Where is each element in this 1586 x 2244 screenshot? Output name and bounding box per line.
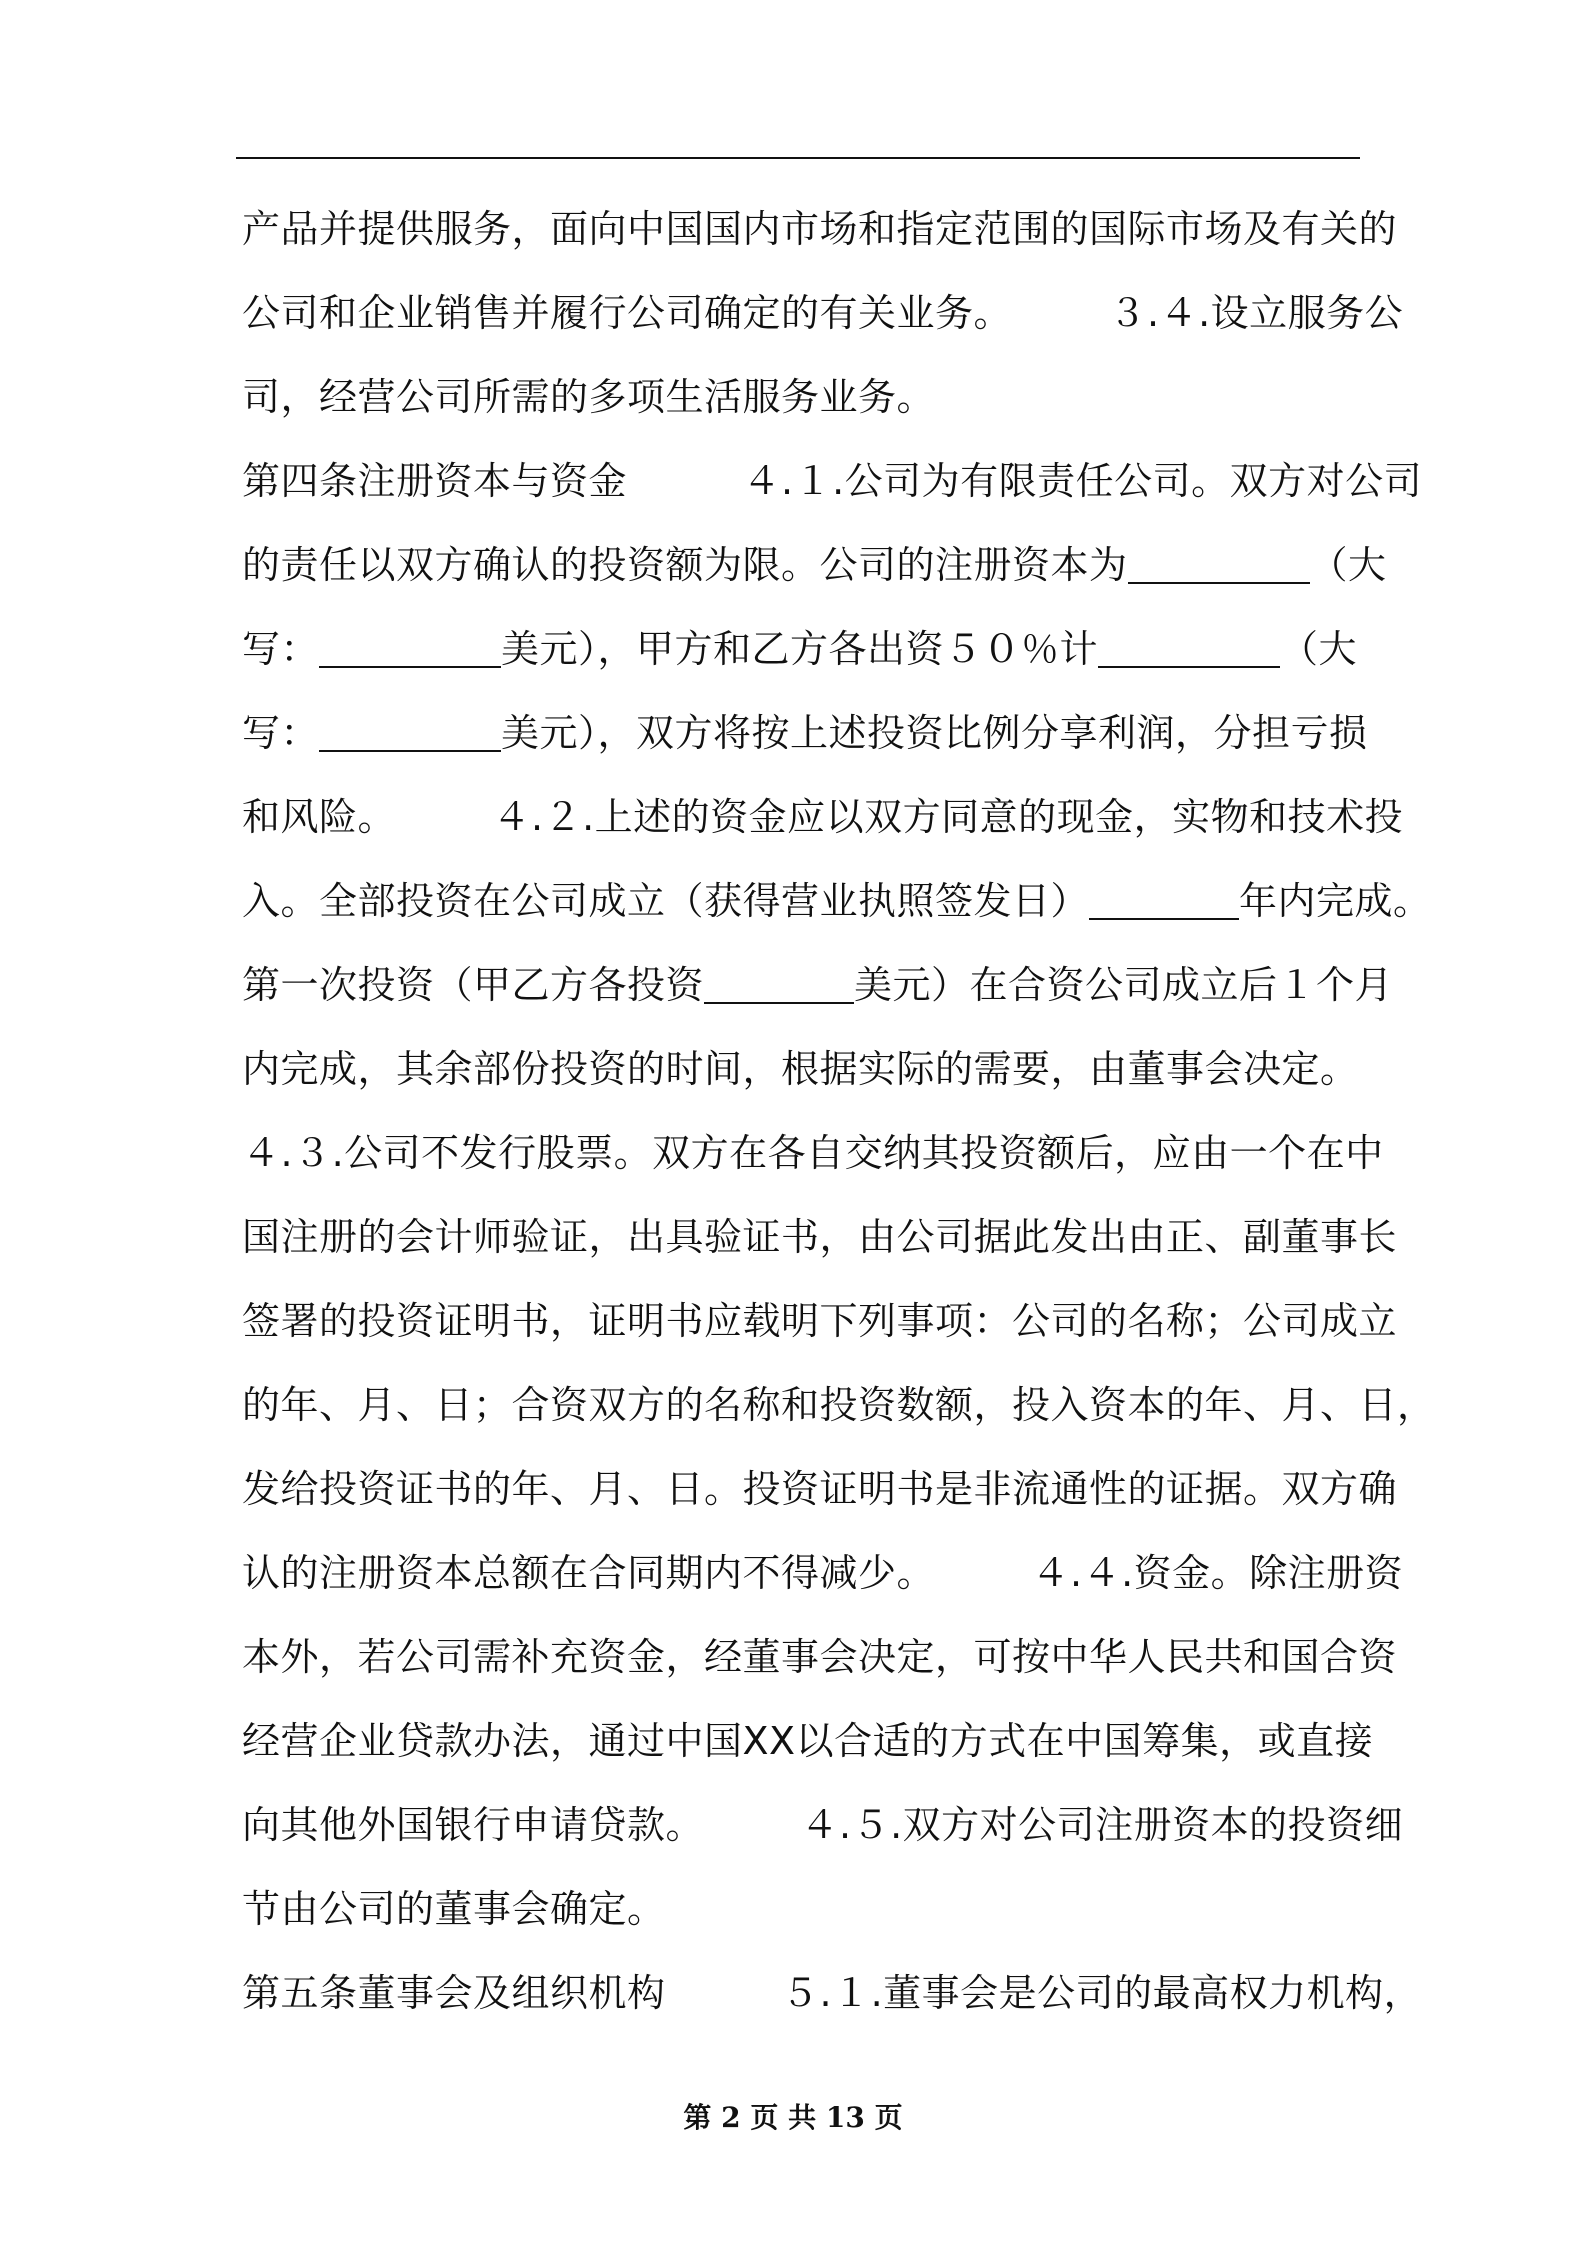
text-line: 向其他外国银行申请贷款。 ４.５.双方对公司注册资本的投资细 — [242, 1803, 1404, 1847]
text-segment: 美元）在合资公司成立后１个月 — [854, 963, 1394, 1007]
text-segment: 美元），甲方和乙方各出资５０％计 — [501, 627, 1099, 671]
fill-in-blank[interactable] — [319, 704, 501, 752]
fill-in-blank[interactable] — [1098, 620, 1280, 668]
text-line — [242, 943, 1394, 1027]
text-line: 的年、月、日；合资双方的名称和投资数额，投入资本的年、月、日， — [242, 1383, 1436, 1427]
text-line: 司，经营公司所需的多项生活服务业务。 — [242, 375, 936, 419]
text-line — [242, 859, 1432, 943]
fill-in-blank[interactable] — [1089, 872, 1239, 920]
text-segment: 第一次投资（甲乙方各投资 — [242, 963, 705, 1007]
text-segment: （大 — [1280, 627, 1358, 671]
fill-in-blank[interactable] — [319, 620, 501, 668]
page-number: 第 2 页 共 13 页 — [683, 2101, 903, 2134]
text-line — [242, 691, 1368, 775]
text-line: 公司和企业销售并履行公司确定的有关业务。 ３.４.设立服务公 — [242, 291, 1404, 335]
text-line: 本外，若公司需补充资金，经董事会决定，可按中华人民共和国合资 — [242, 1635, 1398, 1679]
text-segment: 美元），双方将按上述投资比例分享利润，分担亏损 — [501, 711, 1368, 755]
text-line: 签署的投资证明书，证明书应载明下列事项：公司的名称；公司成立 — [242, 1299, 1398, 1343]
text-line: ４.３.公司不发行股票。双方在各自交纳其投资额后，应由一个在中 — [242, 1131, 1384, 1175]
text-line: 国注册的会计师验证，出具验证书，由公司据此发出由正、副董事长 — [242, 1215, 1398, 1259]
text-segment: 写： — [242, 627, 320, 671]
text-line: 和风险。 ４.２.上述的资金应以双方同意的现金，实物和技术投 — [242, 795, 1404, 839]
body-text — [242, 187, 1436, 2035]
text-line — [242, 607, 1362, 691]
text-line: 第四条注册资本与资金 ４.１.公司为有限责任公司。双方对公司 — [242, 459, 1423, 503]
text-line: 发给投资证书的年、月、日。投资证明书是非流通性的证据。双方确 — [242, 1467, 1398, 1511]
fill-in-blank[interactable] — [704, 956, 854, 1004]
header-rule — [236, 157, 1360, 159]
text-line: 节由公司的董事会确定。 — [242, 1887, 666, 1931]
text-segment: 写： — [242, 711, 320, 755]
text-line: 内完成，其余部份投资的时间，根据实际的需要，由董事会决定。 — [242, 1047, 1359, 1091]
text-line: 经营企业贷款办法，通过中国XX以合适的方式在中国筹集，或直接 — [242, 1719, 1374, 1763]
fill-in-blank[interactable] — [1128, 536, 1310, 584]
text-line — [242, 523, 1387, 607]
text-segment: 的责任以双方确认的投资额为限。公司的注册资本为 — [242, 543, 1128, 587]
text-segment: 年内完成。 — [1239, 879, 1432, 923]
text-line: 认的注册资本总额在合同期内不得减少。 ４.４.资金。除注册资 — [242, 1551, 1404, 1595]
text-segment: （大 — [1309, 543, 1387, 587]
text-line: 产品并提供服务，面向中国国内市场和指定范围的国际市场及有关的 — [242, 207, 1398, 251]
text-line: 第五条董事会及组织机构 ５.１.董事会是公司的最高权力机构， — [242, 1971, 1423, 2015]
text-segment: 入。全部投资在公司成立（获得营业执照签发日） — [242, 879, 1090, 923]
